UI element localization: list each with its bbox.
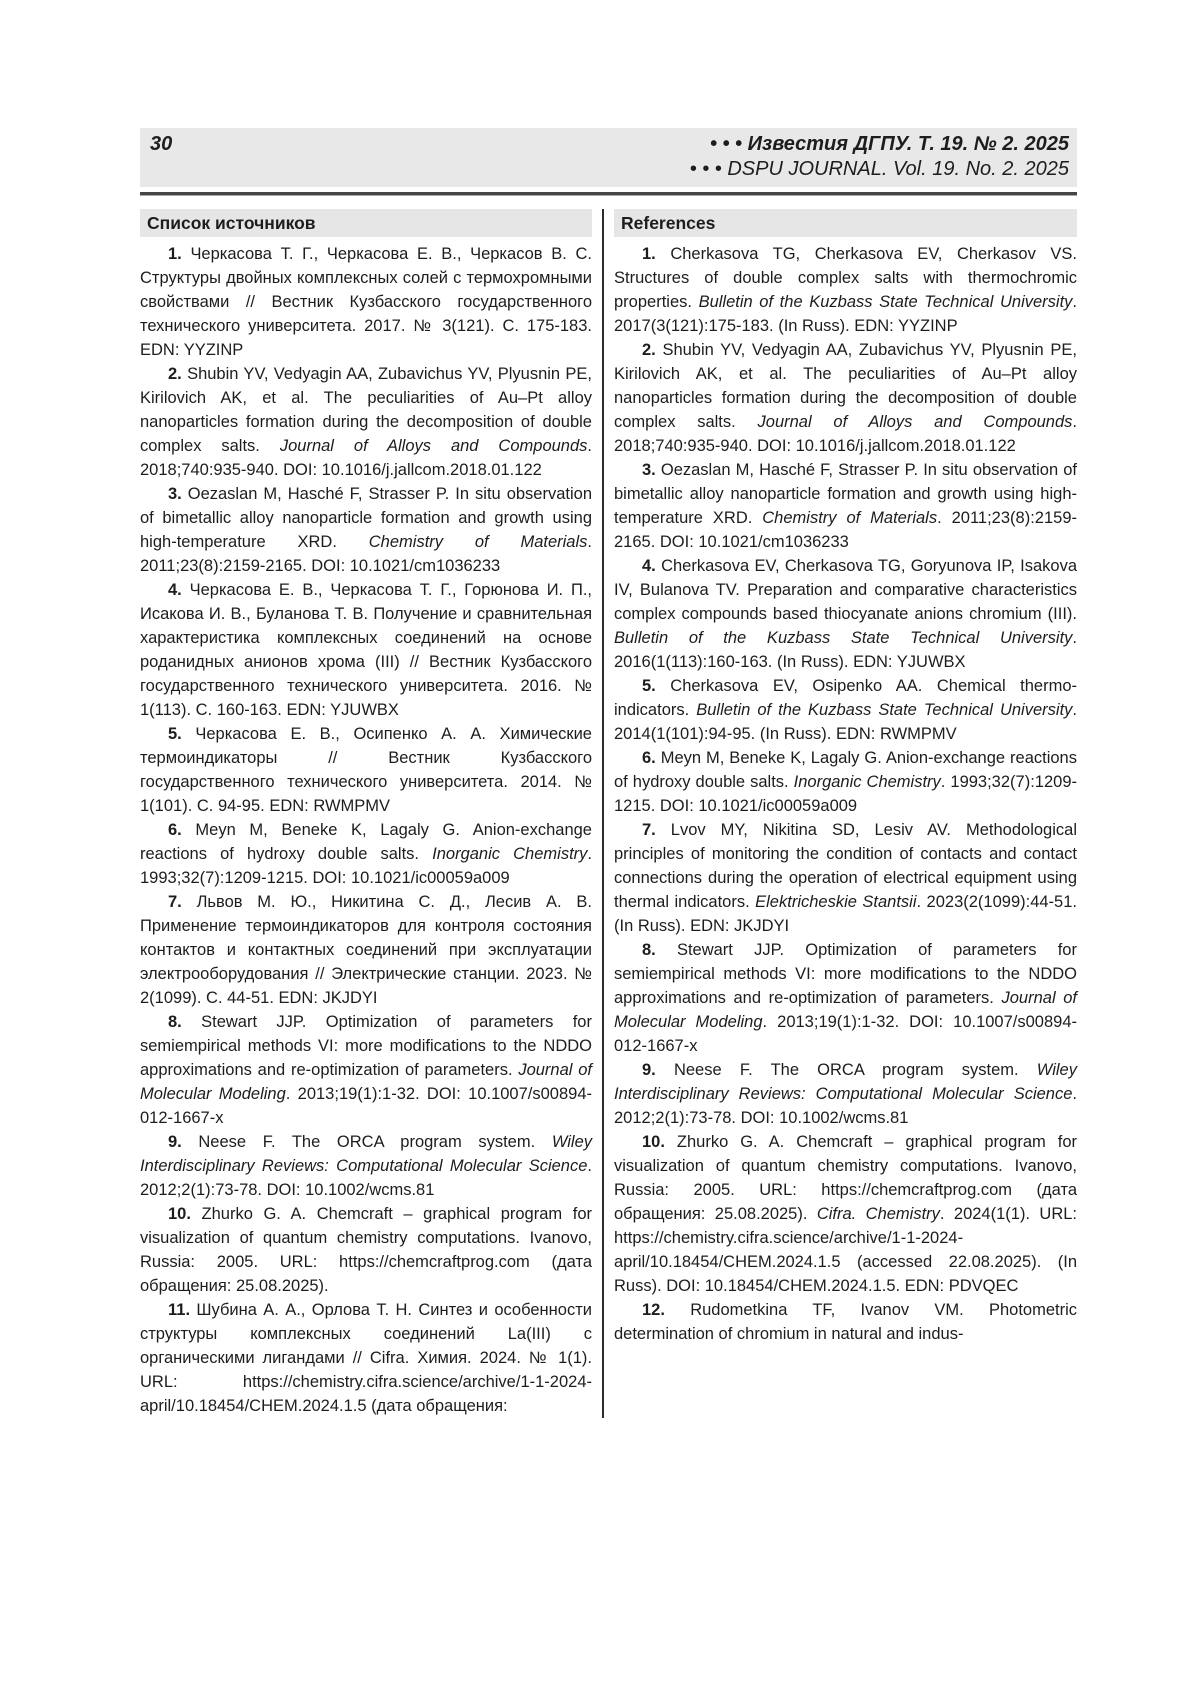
reference-text: Zhurko G. A. Chemcraft – graphical program for visualization of quantum chemistry computations. Ivanovo, Russia: 2005. URL: https://chemcraftprog.com (дата обращения: 25.08.2025). [614,1133,1077,1223]
reference-text: . 2012;2(1):73-78. DOI: 10.1002/wcms.81 [614,1085,1077,1127]
reference-number: 2. [168,365,188,383]
reference-text: . 1993;32(7):1209-1215. DOI: 10.1021/ic00059a009 [140,845,592,887]
references-column-english [614,209,1077,1418]
reference-number: 1. [168,245,191,263]
reference-journal-title: Cifra. Chemistry [816,1205,940,1223]
reference-number: 1. [642,245,671,263]
reference-item [614,1058,1077,1130]
reference-text: Львов М. Ю., Никитина С. Д., Лесив А. В. Применение термоиндикаторов для контроля состояния контактов и контактных соединений при эксплуатации электрооборудования // Электрические станции. 2023. № 2(1099). С. 44-51. EDN: JKJDYI [140,893,592,1007]
page-number: 30 [150,133,173,155]
journal-title-english: • • • DSPU JOURNAL. Vol. 19. No. 2. 2025 [689,158,1069,180]
reference-journal-title: Journal of Alloys and Compounds [279,437,588,455]
reference-list-english [614,242,1077,1346]
reference-text: Cherkasova EV, Cherkasova TG, Goryunova IP, Isakova IV, Bulanova TV. Preparation and comparative characteristics complex compounds based thiocyanate anions chromium (III). [614,557,1077,623]
reference-text: Oezaslan M, Hasché F, Strasser P. In situ observation of bimetallic alloy nanoparticle formation and growth using high-temperature XRD. [614,461,1077,527]
reference-item [140,362,592,482]
reference-text: Черкасова Е. В., Осипенко А. А. Химические термоиндикаторы // Вестник Кузбасского государственного технического университета. 2014. № 1(101). С. 94-95. EDN: RWMPMV [140,725,592,815]
reference-number: 11. [168,1301,197,1319]
reference-text: . 2011;23(8):2159-2165. DOI: 10.1021/cm1036233 [614,509,1077,551]
reference-journal-title: Bulletin of the Kuzbass State Technical University [698,293,1073,311]
reference-text: Черкасова Е. В., Черкасова Т. Г., Горюнова И. П., Исакова И. В., Буланова Т. В. Получение и сравнительная характеристика комплексных соединений на основе роданидных анионов хрома (III) // Вестник Кузбасского государственного технического университета. 2016. № 1(113). С. 160-163. EDN: YJUWBX [140,581,592,719]
reference-number: 5. [642,677,671,695]
column-divider [602,209,604,1418]
reference-number: 9. [642,1061,674,1079]
running-head [690,132,1069,182]
reference-number: 10. [642,1133,677,1151]
reference-journal-title: Elektricheskie Stantsii [755,893,917,911]
reference-text: Lvov MY, Nikitina SD, Lesiv AV. Methodological principles of monitoring the condition of contacts and contact connections during the operation of electrical equipment using thermal indicators. [614,821,1077,911]
reference-number: 7. [642,821,671,839]
reference-text: Rudometkina TF, Ivanov VM. Photometric determination of chromium in natural and indus- [614,1301,1077,1343]
reference-item [140,482,592,578]
reference-text: Neese F. The ORCA program system. [198,1133,552,1151]
reference-number: 9. [168,1133,199,1151]
header-rule [140,192,1077,196]
reference-journal-title: Journal of Molecular Modeling [140,1061,592,1103]
references-section [140,209,1077,1418]
reference-number: 7. [168,893,197,911]
reference-item [614,938,1077,1058]
reference-journal-title: Wiley Interdisciplinary Reviews: Computational Molecular Science [140,1133,592,1175]
reference-text: Stewart JJP. Optimization of parameters for semiempirical methods VI: more modifications to the NDDO approximations and re-optimization of parameters. [614,941,1077,1007]
reference-journal-title: Inorganic Chemistry [793,773,941,791]
reference-text: Cherkasova EV, Osipenko AA. Chemical thermo-indicators. [614,677,1077,719]
reference-item [140,578,592,722]
reference-number: 5. [168,725,196,743]
reference-text: . 2017(3(121):175-183. (In Russ). EDN: YYZINP [614,293,1077,335]
reference-item [140,818,592,890]
reference-item [614,242,1077,338]
reference-item [140,1010,592,1130]
reference-list-russian [140,242,592,1418]
reference-journal-title: Bulletin of the Kuzbass State Technical University [614,629,1073,647]
reference-number: 2. [642,341,663,359]
reference-number: 8. [642,941,677,959]
reference-text: . 2013;19(1):1-32. DOI: 10.1007/s00894-012-1667-x [140,1085,592,1127]
reference-text: . 2018;740:935-940. DOI: 10.1016/j.jallcom.2018.01.122 [614,413,1077,455]
reference-number: 6. [642,749,661,767]
page-header [140,128,1077,187]
reference-number: 4. [642,557,662,575]
reference-text: . 1993;32(7):1209-1215. DOI: 10.1021/ic00059a009 [614,773,1077,815]
reference-text: Cherkasova TG, Cherkasova EV, Cherkasov VS. Structures of double complex salts with thermochromic properties. [614,245,1077,311]
reference-number: 12. [642,1301,691,1319]
reference-journal-title: Inorganic Chemistry [432,845,588,863]
reference-journal-title: Journal of Alloys and Compounds [757,413,1073,431]
reference-number: 6. [168,821,196,839]
reference-number: 10. [168,1205,202,1223]
reference-text: . 2012;2(1):73-78. DOI: 10.1002/wcms.81 [140,1157,592,1199]
references-column-russian [140,209,592,1418]
reference-number: 8. [168,1013,202,1031]
reference-item [614,338,1077,458]
reference-number: 3. [642,461,661,479]
reference-item [140,890,592,1010]
reference-item [614,554,1077,674]
reference-item [140,1130,592,1202]
reference-item [614,746,1077,818]
reference-text: Oezaslan M, Hasché F, Strasser P. In situ observation of bimetallic alloy nanoparticle formation and growth using high-temperature XRD. [140,485,592,551]
reference-text: . 2011;23(8):2159-2165. DOI: 10.1021/cm1036233 [140,533,592,575]
reference-text: Shubin YV, Vedyagin AA, Zubavichus YV, Plyusnin PE, Kirilovich AK, et al. The peculiarities of Au–Pt alloy nanoparticles formation during the decomposition of double complex salts. [140,365,592,455]
reference-text: Zhurko G. A. Chemcraft – graphical program for visualization of quantum chemistry computations. Ivanovo, Russia: 2005. URL: https://chemcraftprog.com (дата обращения: 25.08.2025). [140,1205,592,1295]
reference-journal-title: Chemistry of Materials [762,509,938,527]
reference-text: Шубина А. А., Орлова Т. Н. Синтез и особенности структуры комплексных соединений La(III) с органическими лигандами // Cifra. Химия. 2024. № 1(1). URL: https://chemistry.cifra.science/archive/1-1-2024-april/10.18454/CHEM.2024.1.5 (дата обращения: [140,1301,592,1415]
reference-item [614,1130,1077,1298]
reference-text: . 2018;740:935-940. DOI: 10.1016/j.jallcom.2018.01.122 [140,437,592,479]
reference-text: . 2024(1(1). URL: https://chemistry.cifra.science/archive/1-1-2024-april/10.18454/CHEM.2024.1.5 (accessed 22.08.2025). (In Russ). DOI: 10.18454/CHEM.2024.1.5. EDN: PDVQEC [614,1205,1078,1295]
reference-text: . 2016(1(113):160-163. (In Russ). EDN: YJUWBX [614,629,1077,671]
reference-journal-title: Bulletin of the Kuzbass State Technical University [696,701,1073,719]
reference-journal-title: Journal of Molecular Modeling [614,989,1077,1031]
reference-item [614,674,1077,746]
reference-number: 3. [168,485,188,503]
reference-journal-title: Wiley Interdisciplinary Reviews: Computational Molecular Science [614,1061,1077,1103]
journal-page [140,128,1077,1418]
reference-item [614,818,1077,938]
section-heading-russian: Список источников [140,209,592,237]
reference-text: Meyn M, Beneke K, Lagaly G. Anion-exchange reactions of hydroxy double salts. [140,821,592,863]
reference-text: Черкасова Т. Г., Черкасова Е. В., Черкасов В. С. Структуры двойных комплексных солей с термохромными свойствами // Вестник Кузбасского государственного технического университета. 2017. № 3(121). С. 175-183. EDN: YYZINP [140,245,592,359]
section-heading-english: References [614,209,1077,237]
reference-text: Neese F. The ORCA program system. [673,1061,1037,1079]
reference-text: Stewart JJP. Optimization of parameters for semiempirical methods VI: more modifications to the NDDO approximations and re-optimization of parameters. [140,1013,592,1079]
reference-text: . 2023(2(1099):44-51. (In Russ). EDN: JKJDYI [614,893,1077,935]
reference-item [140,722,592,818]
reference-item [140,1298,592,1418]
reference-item [614,458,1077,554]
journal-title-russian: • • • Известия ДГПУ. Т. 19. № 2. 2025 [709,133,1069,155]
reference-text: Meyn M, Beneke K, Lagaly G. Anion-exchange reactions of hydroxy double salts. [614,749,1077,791]
reference-text: . 2013;19(1):1-32. DOI: 10.1007/s00894-012-1667-x [614,1013,1077,1055]
reference-text: Shubin YV, Vedyagin AA, Zubavichus YV, Plyusnin PE, Kirilovich AK, et al. The peculiarities of Au–Pt alloy nanoparticles formation during the decomposition of double complex salts. [614,341,1077,431]
reference-item [140,1202,592,1298]
reference-journal-title: Chemistry of Materials [368,533,588,551]
reference-number: 4. [168,581,190,599]
reference-item [140,242,592,362]
reference-text: . 2014(1(101):94-95. (In Russ). EDN: RWMPMV [614,701,1077,743]
reference-item [614,1298,1077,1346]
